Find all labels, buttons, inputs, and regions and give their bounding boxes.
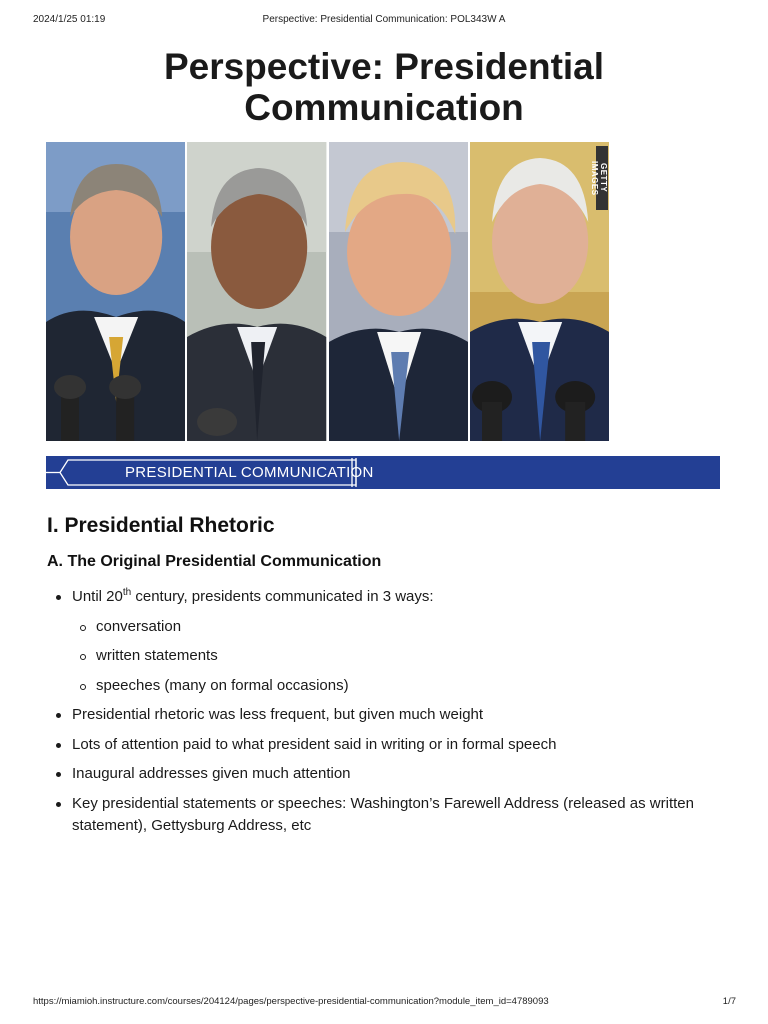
page-title-line-1: Perspective: Presidential	[163, 46, 605, 87]
banner-label: PRESIDENTIAL COMMUNICATION	[125, 464, 374, 481]
president-portrait-1	[46, 142, 185, 441]
list-item: Until 20th century, presidents communicated in 3 ways:	[48, 586, 728, 608]
sub-heading: A. The Original Presidential Communication	[47, 553, 382, 570]
sub-list-item: written statements	[48, 645, 728, 667]
bullet-icon	[56, 802, 61, 807]
circle-bullet-icon	[80, 654, 86, 660]
getty-images-credit: GETTY IMAGES	[596, 146, 608, 210]
section-heading: I. Presidential Rhetoric	[47, 514, 275, 537]
president-portrait-3	[329, 142, 468, 441]
presidential-communication-banner	[46, 456, 720, 489]
page-title	[0, 46, 768, 128]
print-doc-title: Perspective: Presidential Communication: POL343W A	[262, 14, 506, 25]
list-item: Lots of attention paid to what president said in writing or in formal speech	[48, 734, 728, 756]
circle-bullet-icon	[80, 684, 86, 690]
president-portrait-4	[470, 142, 609, 441]
president-portrait-2	[187, 142, 326, 441]
content-list	[48, 586, 728, 844]
list-item: Presidential rhetoric was less frequent, but given much weight	[48, 704, 728, 726]
presidents-photo	[46, 142, 609, 441]
sub-list-item: speeches (many on formal occasions)	[48, 675, 728, 697]
list-item: Key presidential statements or speeches: Washington’s Farewell Address (released as written statement), Gettysburg Address, etc	[48, 793, 728, 837]
print-footer	[0, 996, 768, 1012]
print-datetime: 2024/1/25 01:19	[33, 14, 106, 25]
page-url: https://miamioh.instructure.com/courses/204124/pages/perspective-presidential-communication?module_item_id=4789093	[33, 996, 549, 1007]
bullet-icon	[56, 743, 61, 748]
bullet-icon	[56, 595, 61, 600]
bullet-icon	[56, 713, 61, 718]
sub-list-item: conversation	[48, 616, 728, 638]
print-header	[0, 14, 768, 30]
bullet-icon	[56, 772, 61, 777]
page-title-line-2: Communication	[244, 87, 524, 128]
circle-bullet-icon	[80, 625, 86, 631]
page-number: 1/7	[722, 996, 736, 1007]
list-item: Inaugural addresses given much attention	[48, 763, 728, 785]
